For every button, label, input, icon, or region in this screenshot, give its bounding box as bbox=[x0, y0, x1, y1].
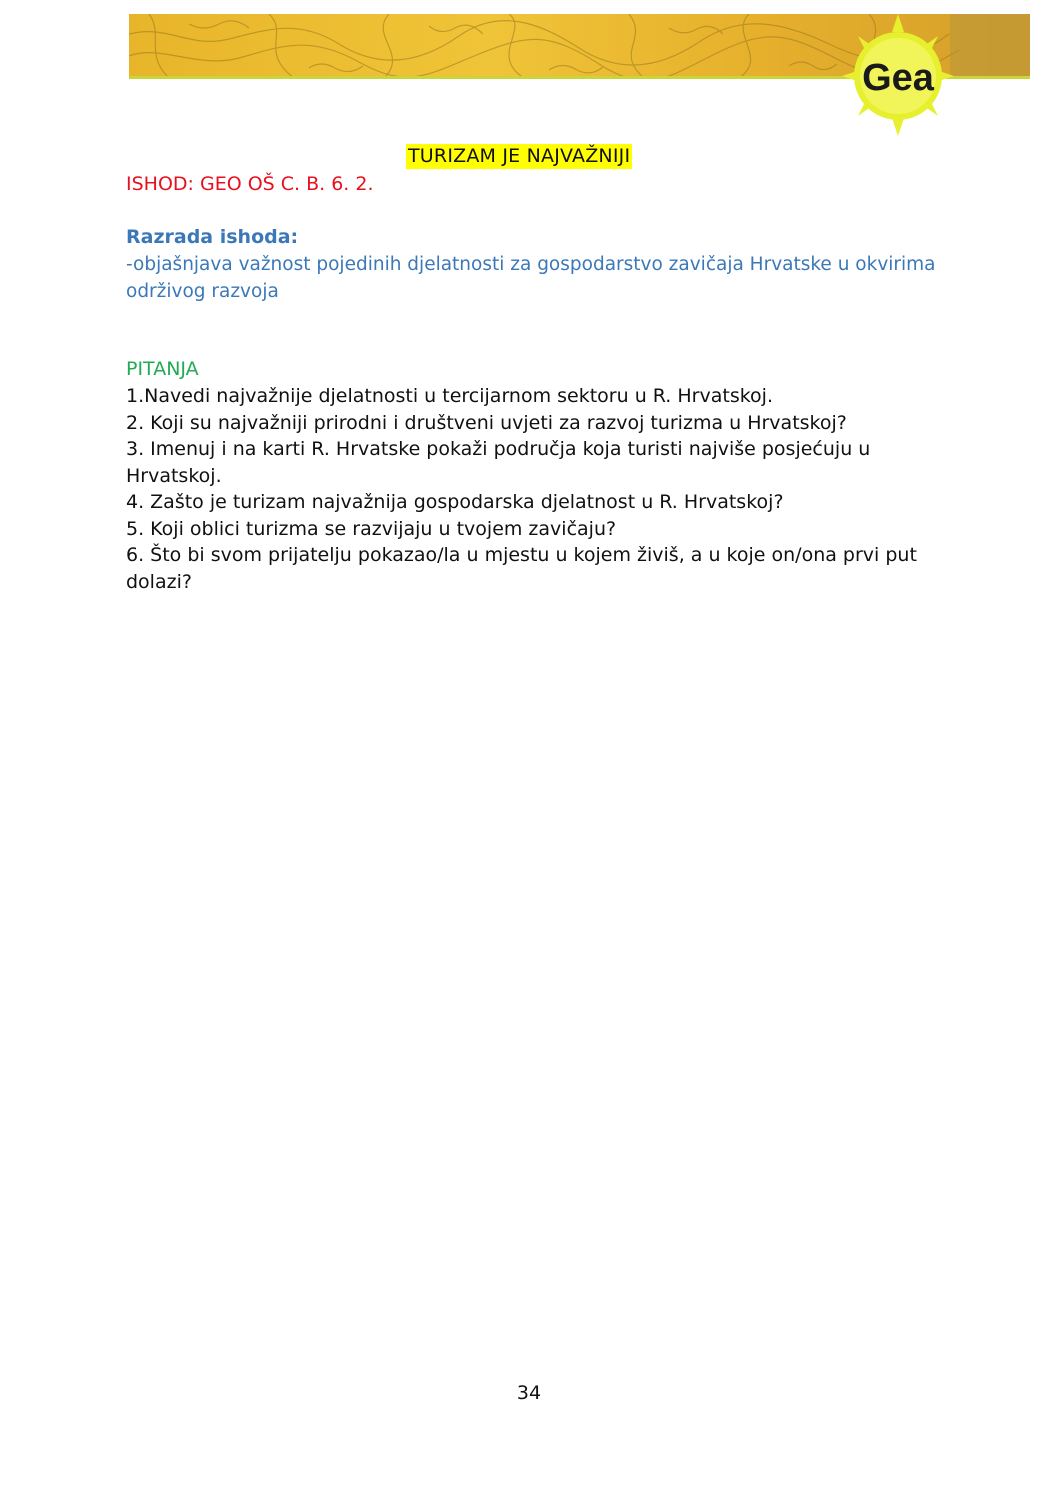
question-item: 1.Navedi najvažnije djelatnosti u tercijarnom sektoru u R. Hrvatskoj. bbox=[126, 385, 773, 407]
ishod-code: ISHOD: GEO OŠ C. B. 6. 2. bbox=[126, 173, 374, 195]
question-item: 5. Koji oblici turizma se razvijaju u tvojem zavičaju? bbox=[126, 517, 617, 540]
questions-list bbox=[126, 383, 938, 595]
banner-map-tile bbox=[950, 14, 1030, 78]
gea-logo bbox=[842, 14, 954, 136]
razrada-text: -objašnjava važnost pojedinih djelatnosti za gospodarstvo zavičaja Hrvatske u okvirima održivog razvoja bbox=[126, 254, 936, 302]
page-title: TURIZAM JE NAJVAŽNIJI bbox=[408, 145, 631, 167]
pitanja-label: PITANJA bbox=[126, 358, 199, 380]
question-item: 4. Zašto je turizam najvažnija gospodarska djelatnost u R. Hrvatskoj? bbox=[126, 491, 784, 513]
razrada-label: Razrada ishoda: bbox=[126, 226, 299, 248]
sun-logo-icon bbox=[842, 14, 954, 136]
question-item: 3. Imenuj i na karti R. Hrvatske pokaži područja koja turisti najviše posjećuju u Hrvatskoj. bbox=[126, 438, 871, 487]
question-item: 6. Što bi svom prijatelju pokazao/la u mjestu u kojem živiš, a u koje on/ona prvi put dolazi? bbox=[126, 544, 917, 593]
question-item: 2. Koji su najvažniji prirodni i društveni uvjeti za razvoj turizma u Hrvatskoj? bbox=[126, 411, 847, 434]
page-number: 34 bbox=[516, 1382, 542, 1404]
svg-text:Gea: Gea bbox=[862, 57, 934, 99]
